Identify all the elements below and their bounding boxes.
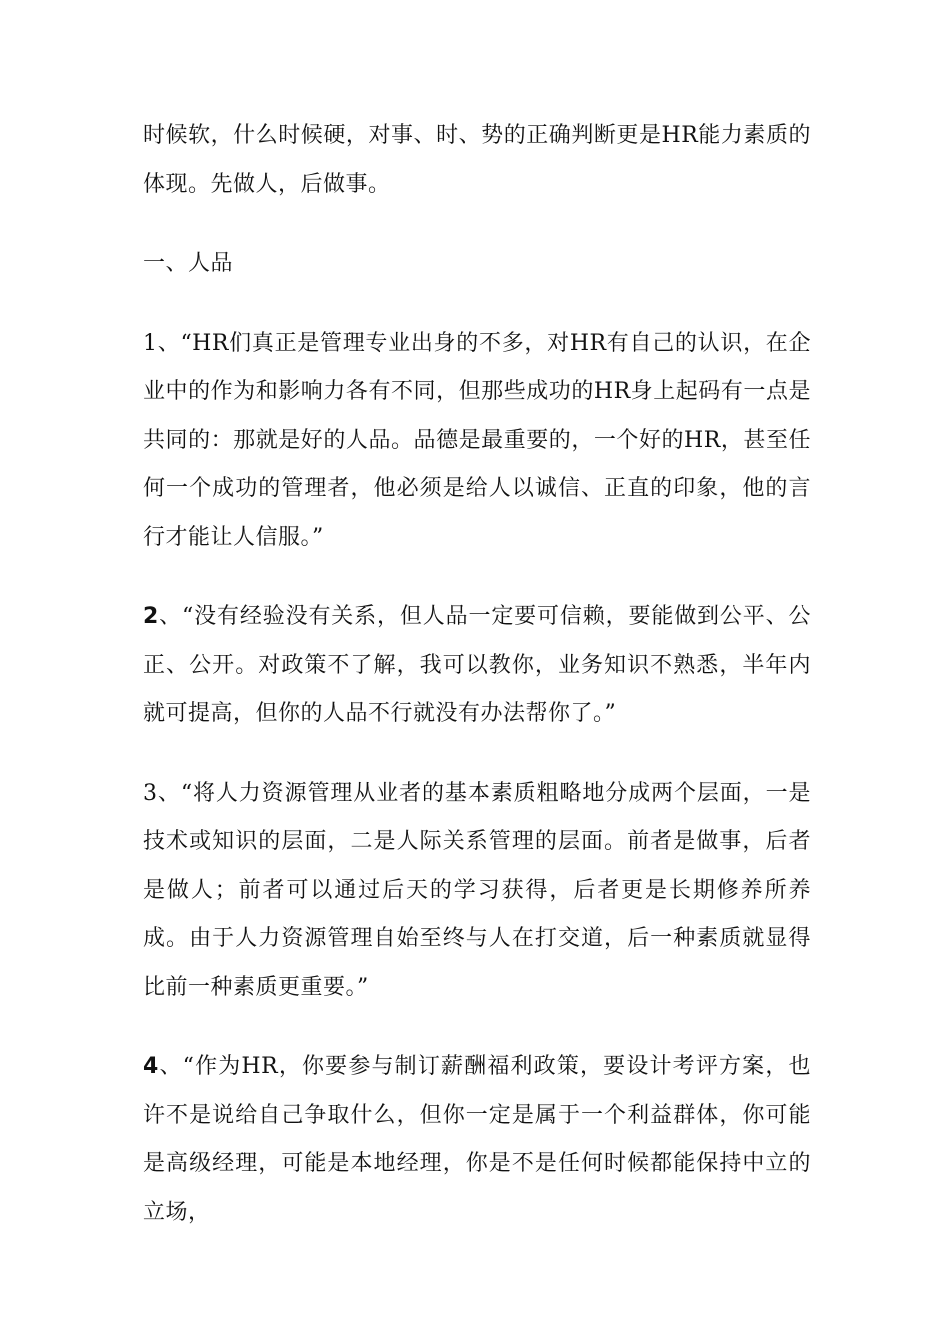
paragraph-spacer	[143, 1012, 811, 1043]
item-text: “没有经验没有关系，但人品一定要可信赖，要能做到公平、公正、公开。对政策不了解，我可以教你，业务知识不熟悉，半年内就可提高，但你的人品不行就没有办法帮你了。”	[143, 604, 811, 726]
item-number: 2	[143, 604, 159, 629]
item-number: 1	[143, 330, 158, 356]
paragraph-spacer	[143, 739, 811, 770]
item-number: 4	[143, 1054, 159, 1079]
item-paragraph-4	[143, 1043, 811, 1237]
item-paragraph-3	[143, 770, 811, 1013]
item-separator: 、	[158, 1054, 183, 1079]
item-number: 3	[143, 780, 158, 806]
item-separator: 、	[158, 604, 183, 629]
item-text: “将人力资源管理从业者的基本素质粗略地分成两个层面，一是技术或知识的层面，二是人际关系管理的层面。前者是做事，后者是做人；前者可以通过后天的学习获得，后者更是长期修养所养成。由于人力资源管理自始至终与人在打交道，后一种素质就显得比前一种素质更重要。”	[143, 780, 811, 1000]
paragraph-spacer	[143, 562, 811, 593]
item-paragraph-1	[143, 320, 811, 563]
item-separator: 、	[157, 330, 181, 356]
item-paragraph-2	[143, 593, 811, 739]
document-body	[143, 112, 811, 1237]
paragraph-spacer	[143, 209, 811, 240]
section-heading: 一、人品	[143, 251, 234, 276]
item-separator: 、	[157, 780, 181, 806]
item-text: “HR们真正是管理专业出身的不多，对HR有自己的认识，在企业中的作为和影响力各有不同，但那些成功的HR身上起码有一点是共同的：那就是好的人品。品德是最重要的，一个好的HR，甚至任何一个成功的管理者，他必须是给人以诚信、正直的印象，他的言行才能让人信服。”	[143, 330, 811, 550]
item-text: “作为HR，你要参与制订薪酬福利政策，要设计考评方案，也许不是说给自己争取什么，但你一定是属于一个利益群体，你可能是高级经理，可能是本地经理，你是不是任何时候都能保持中立的立场，	[143, 1054, 811, 1225]
intro-paragraph: 时候软，什么时候硬，对事、时、势的正确判断更是HR能力素质的体现。先做人，后做事。	[143, 123, 811, 197]
paragraph-spacer	[143, 289, 811, 320]
